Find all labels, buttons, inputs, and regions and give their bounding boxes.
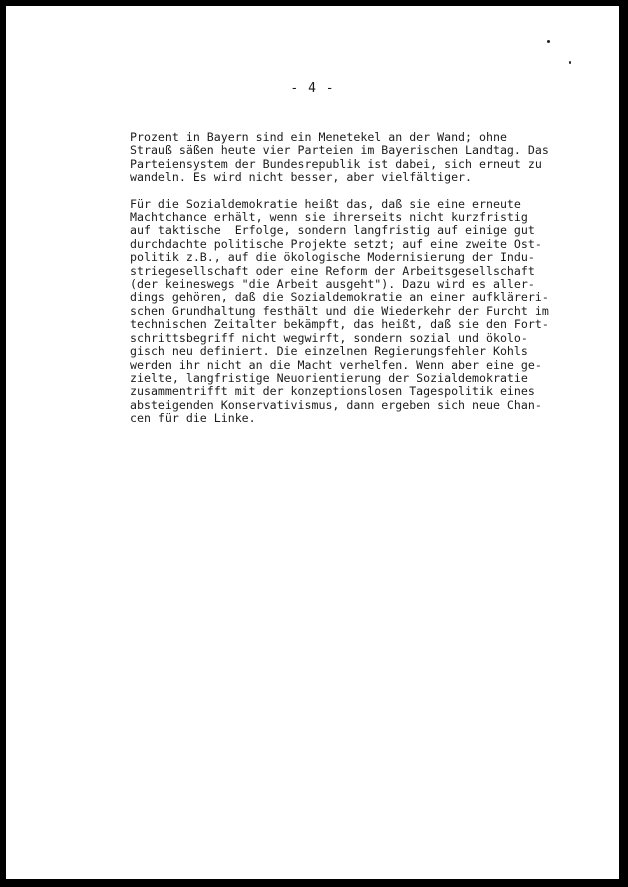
text-line: absteigenden Konservativismus, dann ergeben sich neue Chan-	[130, 397, 542, 412]
text-line: Für die Sozialdemokratie heißt das, daß sie eine erneute	[130, 196, 521, 211]
text-line: zusammentrifft mit der konzeptionslosen Tagespolitik eines	[130, 384, 535, 399]
paragraph-gap	[130, 185, 560, 198]
text-line: werden ihr nicht an die Macht verhelfen. Wenn aber eine ge-	[130, 357, 542, 372]
text-line: wandeln. Es wird nicht besser, aber vielfältiger.	[130, 170, 473, 185]
text-line: Machtchance erhält, wenn sie ihrerseits nicht kurzfristig	[130, 210, 528, 225]
body-text	[130, 131, 560, 426]
paragraph	[130, 131, 560, 185]
text-line: schrittsbegriff nicht wegwirft, sondern sozial und ökolo-	[130, 330, 528, 345]
text-line: (der keineswegs "die Arbeit ausgeht"). Dazu wird es aller-	[130, 277, 535, 292]
text-line: dings gehören, daß die Sozialdemokratie an einer aufkläreri-	[130, 290, 549, 305]
scan-speck	[547, 40, 550, 43]
text-line: politik z.B., auf die ökologische Modernisierung der Indu-	[130, 250, 535, 265]
text-line: auf taktische Erfolge, sondern langfristig auf einige gut	[130, 223, 535, 238]
text-line: Strauß säßen heute vier Parteien im Bayerischen Landtag. Das	[130, 143, 549, 158]
text-line: zielte, langfristige Neuorientierung der Sozialdemokratie	[130, 370, 528, 385]
text-line: durchdachte politische Projekte setzt; auf eine zweite Ost-	[130, 236, 542, 251]
text-line: striegesellschaft oder eine Reform der Arbeitsgesellschaft	[130, 263, 535, 278]
text-line: Parteiensystem der Bundesrepublik ist dabei, sich erneut zu	[130, 156, 542, 171]
text-line: Prozent in Bayern sind ein Menetekel an der Wand; ohne	[130, 130, 507, 144]
text-line: gisch neu definiert. Die einzelnen Regierungsfehler Kohls	[130, 344, 528, 359]
text-line: cen für die Linke.	[130, 411, 256, 426]
text-line: technischen Zeitalter bekämpft, das heißt, daß sie den Fort-	[130, 317, 549, 332]
scan-speck	[569, 61, 571, 64]
paragraph	[130, 198, 560, 426]
document-page	[6, 6, 619, 879]
text-line: schen Grundhaltung festhält und die Wiederkehr der Furcht im	[130, 303, 549, 318]
page-number: - 4 -	[290, 81, 335, 96]
